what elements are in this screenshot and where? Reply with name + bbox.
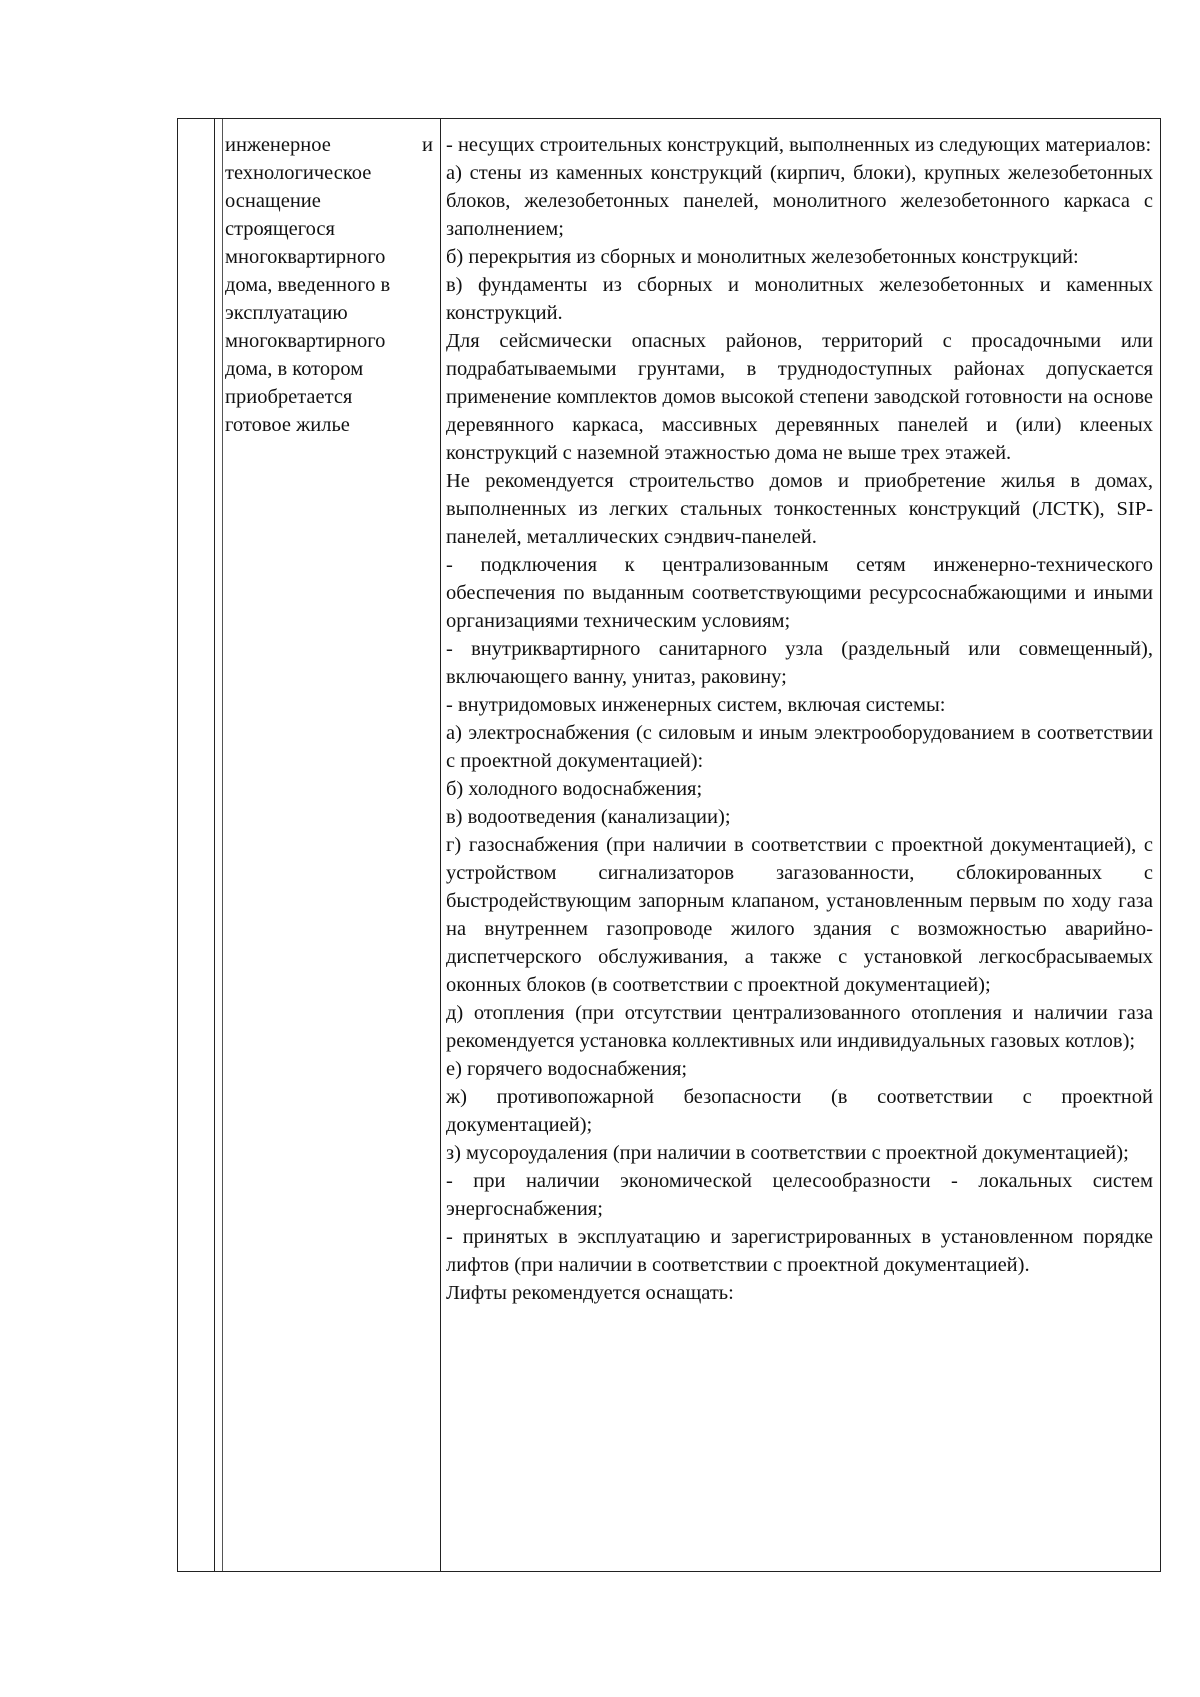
category-word: инженерное [225,134,331,156]
requirement-paragraph: б) перекрытия из сборных и монолитных железобетонных конструкций: [446,246,1079,268]
requirement-paragraph: Для сейсмически опасных районов, территорий с просадочными или подрабатываемыми грунтами, в труднодоступных районах допускается применение комплектов домов высокой степени заводской готовности на основе деревянного каркаса, массивных деревянных панелей и (или) клееных конструкций с наземной этажностью дома не выше трех этажей. [446,330,1153,464]
requirement-paragraph: в) фундаменты из сборных и монолитных железобетонных и каменных конструкций. [446,274,1153,324]
category-line: технологическое [225,162,372,184]
category-line: многоквартирного [225,246,386,268]
requirement-paragraph: г) газоснабжения (при наличии в соответствии с проектной документацией), с устройством сигнализаторов загазованности, сблокированных с быстродействующим запорным клапаном, установленным первым по ходу газа на внутреннем газопроводе жилого здания с возможностью аварийно-диспетчерского обслуживания, а также с установкой легкосбрасываемых оконных блоков (в соответствии с проектной документацией); [446,834,1153,996]
requirement-text-cell [446,131,1153,1307]
requirement-paragraph: а) стены из каменных конструкций (кирпич, блоки), крупных железобетонных блоков, железобетонных панелей, монолитного железобетонного каркаса с заполнением; [446,162,1153,240]
category-line: приобретается [225,386,353,408]
requirement-paragraph: Лифты рекомендуется оснащать: [446,1282,734,1304]
requirement-paragraph: - принятых в эксплуатацию и зарегистрированных в установленном порядке лифтов (при наличии в соответствии с проектной документацией). [446,1226,1153,1276]
requirement-paragraph: ж) противопожарной безопасности (в соответствии с проектной документацией); [446,1086,1153,1136]
category-word: и [422,134,433,156]
category-line: дома, в котором [225,358,364,380]
requirement-paragraph: - внутридомовых инженерных систем, включая системы: [446,694,946,716]
column-divider-inner [222,119,223,1571]
requirement-paragraph: е) горячего водоснабжения; [446,1058,688,1080]
requirement-paragraph: з) мусороудаления (при наличии в соответствии с проектной документацией); [446,1142,1129,1164]
column-divider-number [214,119,215,1571]
category-line: строящегося [225,218,335,240]
requirement-paragraph: в) водоотведения (канализации); [446,806,731,828]
requirement-paragraph: - подключения к централизованным сетям инженерно-технического обеспечения по выданным соответствующими ресурсоснабжающими и иными организациями техническим условиям; [446,554,1153,632]
category-line: оснащение [225,190,321,212]
requirement-category-cell [225,131,433,439]
requirement-paragraph: а) электроснабжения (с силовым и иным электрооборудованием в соответствии с проектной документацией): [446,722,1153,772]
category-line: эксплуатацию [225,302,348,324]
requirement-paragraph: д) отопления (при отсутствии централизованного отопления и наличии газа рекомендуется установка коллективных или индивидуальных газовых котлов); [446,1002,1153,1052]
category-line [225,131,433,159]
column-divider-content [440,119,441,1571]
document-table [177,118,1161,1572]
category-line: готовое жилье [225,414,350,436]
requirement-paragraph: - несущих строительных конструкций, выполненных из следующих материалов: [446,134,1152,156]
category-line: многоквартирного [225,330,386,352]
requirement-paragraph: - при наличии экономической целесообразности - локальных систем энергоснабжения; [446,1170,1153,1220]
requirement-paragraph: Не рекомендуется строительство домов и приобретение жилья в домах, выполненных из легких стальных тонкостенных конструкций (ЛСТК), SIP-панелей, металлических сэндвич-панелей. [446,470,1153,548]
category-line: дома, введенного в [225,274,391,296]
requirement-paragraph: - внутриквартирного санитарного узла (раздельный или совмещенный), включающего ванну, унитаз, раковину; [446,638,1153,688]
requirement-paragraph: б) холодного водоснабжения; [446,778,703,800]
